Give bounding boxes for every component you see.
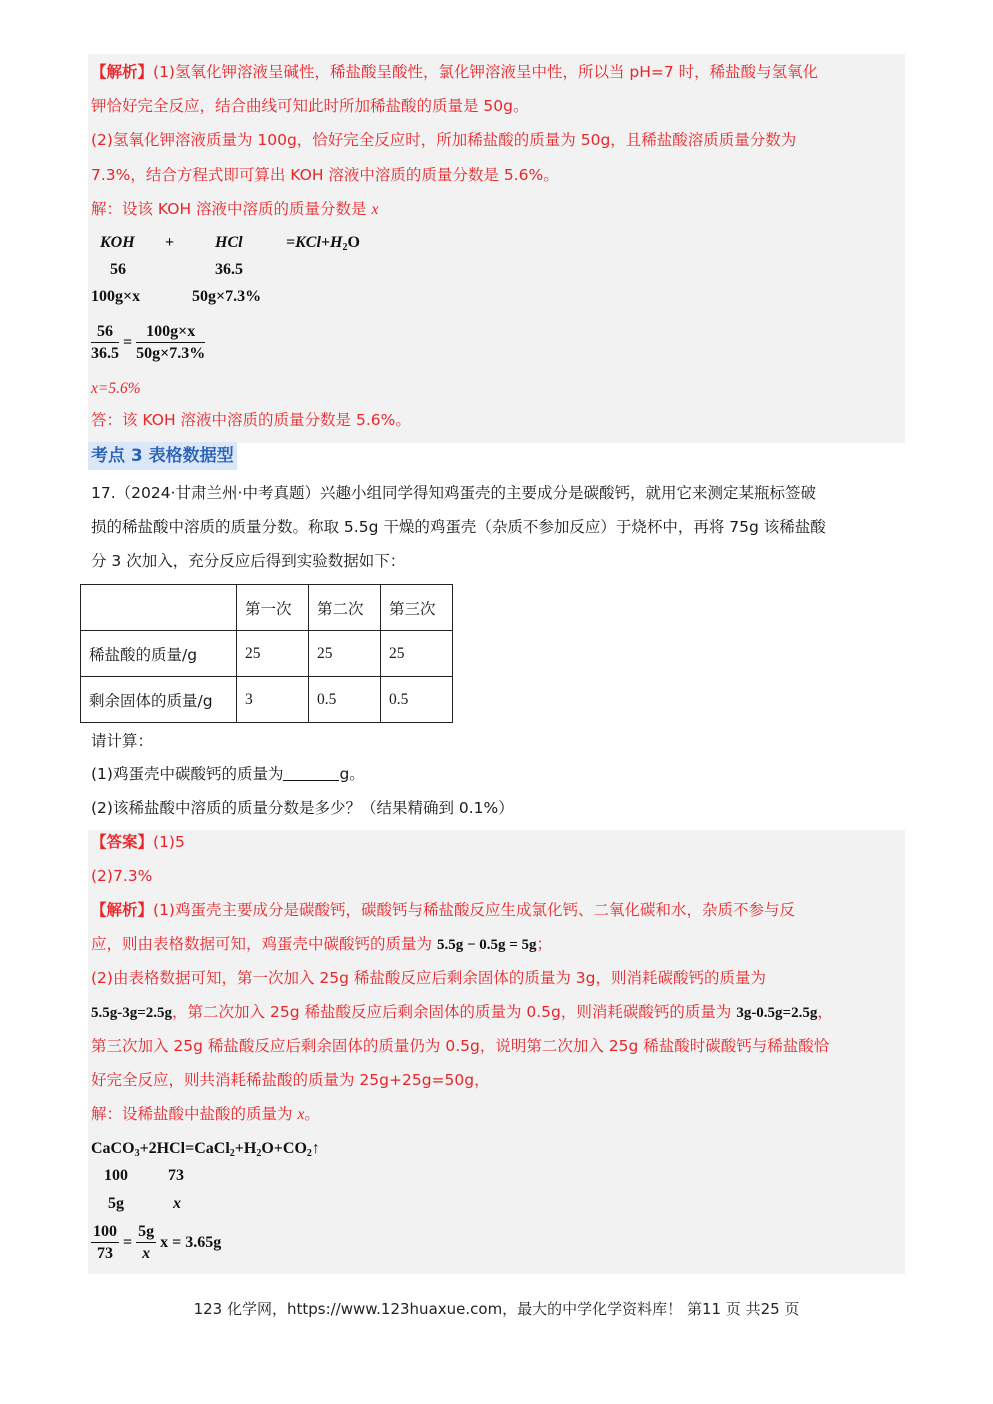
proportion-1: $\frac{56}{36.5}$ = $\frac{100g\times x}{50g\times 7.3\%}$	[91, 323, 206, 362]
mass-73: 73	[168, 1167, 184, 1184]
table-cell: 25	[381, 631, 453, 677]
analysis-line-4: 7.3%，结合方程式即可算出 KOH 溶液中溶质的质量分数是 5.6%。	[91, 166, 559, 184]
table-header-cell: 第二次	[309, 585, 381, 631]
analysis2-line-7: 解：设稀盐酸中盐酸的质量为 x。	[91, 1105, 320, 1123]
analysis2-line-3: (2)由表格数据可知，第一次加入 25g 稀盐酸反应后剩余固体的质量为 3g，则消耗碳酸钙的质量为	[91, 969, 767, 987]
question-line-3: 分 3 次加入，充分反应后得到实验数据如下：	[91, 552, 406, 570]
equation-rhs: $=KCl+H_2O$	[286, 234, 360, 253]
table-cell: 剩余固体的质量/g	[81, 677, 237, 723]
ask-intro: 请计算：	[91, 732, 154, 750]
analysis2-line-1: 【解析】(1)鸡蛋壳主要成分是碳酸钙，碳酸钙与稀盐酸反应生成氯化钙、二氧化碳和水，杂质不参与反	[91, 901, 795, 919]
table-cell: 0.5	[381, 677, 453, 723]
analysis2-line-5: 第三次加入 25g 稀盐酸反应后剩余固体的质量仍为 0.5g，说明第二次加入 25g 稀盐酸时碳酸钙与稀盐酸恰	[91, 1037, 830, 1055]
table-header-cell	[81, 585, 237, 631]
proportion-2: $\frac{100}{73}$ = $\frac{5g}{x}$ x = 3.65g	[93, 1223, 222, 1262]
unknown-right: 50g×7.3%	[192, 288, 262, 305]
answer-line: 答：该 KOH 溶液中溶质的质量分数是 5.6%。	[91, 411, 411, 429]
analysis2-line-6: 好完全反应，则共消耗稀盐酸的质量为 25g+25g=50g，	[91, 1071, 490, 1089]
analysis-line-5: 解：设该 KOH 溶液中溶质的质量分数是 x	[91, 200, 379, 218]
analysis-line-1: 【解析】(1)氢氧化钾溶液呈碱性，稀盐酸呈酸性，氯化钾溶液呈中性，所以当 pH=7 时，稀盐酸与氢氧化	[91, 63, 819, 81]
table-cell: 0.5	[309, 677, 381, 723]
result-line: x=5.6%	[91, 380, 141, 397]
mass-56: 56	[110, 261, 126, 278]
table-cell: 3	[237, 677, 309, 723]
equation-plus: +	[165, 234, 175, 251]
table-row	[81, 631, 453, 677]
table-cell: 25	[309, 631, 381, 677]
page-footer: 123 化学网，https://www.123huaxue.com，最大的中学化学资料库！ 第11 页 共25 页	[193, 1300, 800, 1318]
answer-blank	[283, 762, 339, 781]
mass-5g: 5g	[108, 1195, 124, 1212]
answer-line-2: (2)7.3%	[91, 867, 153, 885]
table-row	[81, 677, 453, 723]
mass-x: x	[173, 1195, 181, 1212]
table-cell: 稀盐酸的质量/g	[81, 631, 237, 677]
question-line-1: 17.（2024·甘肃兰州·中考真题）兴趣小组同学得知鸡蛋壳的主要成分是碳酸钙，就用它来测定某瓶标签破	[91, 484, 816, 502]
gas-arrow-icon: ↑	[311, 1140, 320, 1157]
table-header-cell: 第三次	[381, 585, 453, 631]
equation-caco3: $CaCO_3+2HCl=CaCl_2+H_2O+CO_2↑$	[91, 1140, 320, 1159]
experiment-table	[80, 584, 453, 723]
analysis-line-3: (2)氢氧化钾溶液质量为 100g，恰好完全反应时，所加稀盐酸的质量为 50g，且稀盐酸溶质质量分数为	[91, 131, 797, 149]
section-heading: 考点 3 表格数据型	[88, 442, 237, 470]
table-header-cell: 第一次	[237, 585, 309, 631]
mass-365: 36.5	[215, 261, 243, 278]
analysis-tag: 【解析】	[91, 63, 154, 81]
ask-line-2: (2)该稀盐酸中溶质的质量分数是多少？（结果精确到 0.1%）	[91, 799, 514, 817]
mass-100: 100	[104, 1167, 128, 1184]
question-line-2: 损的稀盐酸中溶质的质量分数。称取 5.5g 干燥的鸡蛋壳（杂质不参加反应）于烧杯中，再将 75g 该稀盐酸	[91, 518, 826, 536]
table-cell: 25	[237, 631, 309, 677]
table-header-row	[81, 585, 453, 631]
analysis2-line-2: 应，则由表格数据可知，鸡蛋壳中碳酸钙的质量为 5.5g − 0.5g = 5g；	[91, 935, 553, 953]
ask-line-1: (1)鸡蛋壳中碳酸钙的质量为 g。	[91, 757, 365, 791]
answer-line-1: 【答案】(1)5	[91, 833, 185, 851]
equation-hcl: HCl	[215, 234, 243, 251]
equation-koh-hcl: KOH	[100, 234, 135, 251]
analysis2-line-4: 5.5g-3g=2.5g，第二次加入 25g 稀盐酸反应后剩余固体的质量为 0.5g，则消耗碳酸钙的质量为 3g-0.5g=2.5g，	[91, 1003, 833, 1021]
unknown-left: 100g×x	[91, 288, 141, 305]
analysis-line-2: 钾恰好完全反应，结合曲线可知此时所加稀盐酸的质量是 50g。	[91, 97, 529, 115]
